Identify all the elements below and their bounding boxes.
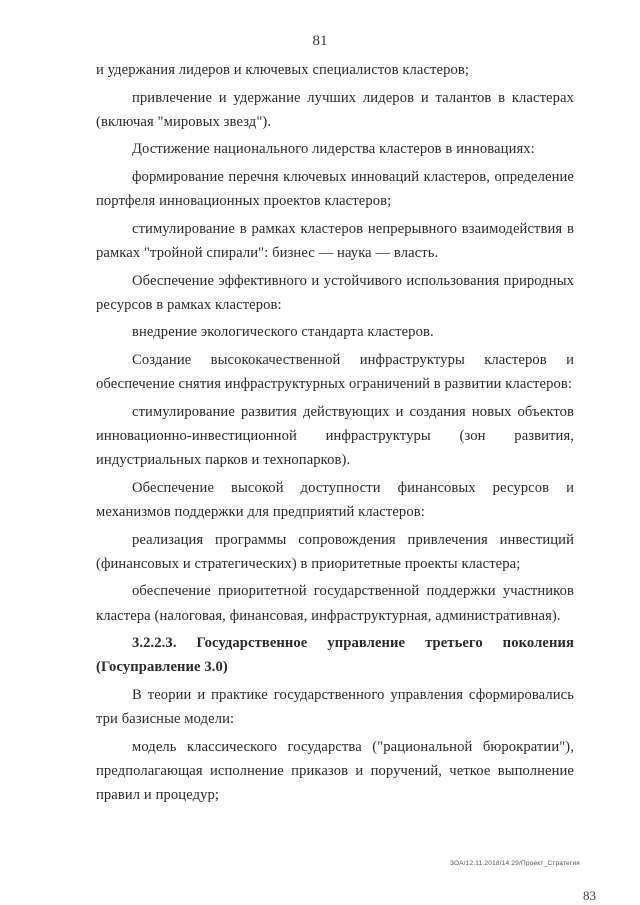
paragraph: В теории и практике государственного управления сформировались три базисные модели:	[96, 686, 574, 728]
paragraph: Создание высококачественной инфраструктуры кластеров и обеспечение снятия инфраструктурных ограничений в развитии кластеров:	[96, 351, 574, 393]
page-number: 81	[312, 33, 328, 49]
paragraph: модель классического государства ("рациональной бюрократии"), предполагающая исполнение приказов и поручений, четкое выполнение правил и процедур;	[96, 738, 574, 804]
bottom-page-number: 83	[583, 888, 596, 903]
paragraph: стимулирование в рамках кластеров непрерывного взаимодействия в рамках "тройной спирали": бизнес — наука — власть.	[96, 220, 574, 261]
paragraph: и удержания лидеров и ключевых специалистов кластеров;	[96, 62, 470, 78]
paragraph: привлечение и удержание лучших лидеров и талантов в кластерах (включая "мировых звезд").	[96, 89, 574, 130]
paragraph: стимулирование развития действующих и создания новых объектов инновационно-инвестиционной инфраструктуры (зон развития, индустриальных парков и технопарков).	[96, 403, 574, 469]
paragraph: обеспечение приоритетной государственной поддержки участников кластера (налоговая, финансовая, инфраструктурная, административная).	[96, 583, 574, 624]
document-body	[96, 58, 574, 811]
footer-document-code: ЗОА/12.11.2018/14:29/Проект_Стратегия	[449, 860, 580, 867]
paragraph: внедрение экологического стандарта кластеров.	[132, 324, 434, 341]
paragraph: Достижение национального лидерства кластеров в инновациях:	[132, 141, 535, 158]
paragraph: реализация программы сопровождения привлечения инвестиций (финансовых и стратегических) в приоритетные проекты кластера;	[96, 531, 574, 572]
section-heading: 3.2.2.3. Государственное управление третьего поколения (Госуправление 3.0)	[96, 635, 574, 676]
paragraph: Обеспечение высокой доступности финансовых ресурсов и механизмов поддержки для предприятий кластеров:	[96, 479, 574, 520]
paragraph: формирование перечня ключевых инноваций кластеров, определение портфеля инновационных проектов кластеров;	[96, 168, 574, 210]
paragraph: Обеспечение эффективного и устойчивого использования природных ресурсов в рамках кластеров:	[96, 272, 574, 313]
